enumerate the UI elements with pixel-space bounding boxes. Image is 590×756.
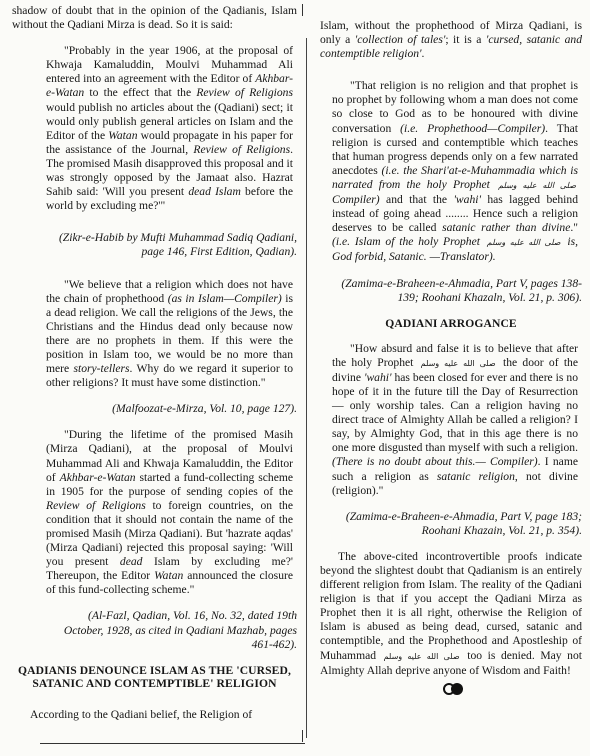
section-heading-denounce: QADIANIS DENOUNCE ISLAM AS THE 'CURSED, SATANIC AND CONTEMPTIBLE' RELIGION bbox=[18, 663, 291, 690]
citation-zikr-e-habib: (Zikr-e-Habib by Mufti Muhammad Sadiq Qadiani, page 146, First Edition, Qadian). bbox=[58, 231, 297, 259]
arabic-honorific: صلى الله عليه وسلم bbox=[420, 358, 496, 368]
column-divider-top bbox=[302, 4, 303, 16]
citation-zamima-183: (Zamima-e-Braheen-e-Ahmadia, Part V, page 183; Roohani Khazain, Vol. 21, p. 354). bbox=[345, 509, 582, 537]
arabic-honorific: صلى الله عليه وسلم bbox=[383, 651, 460, 661]
quote-al-fazl: "During the lifetime of the promised Masih (Mirza Qadiani), at the proposal of Moulvi Muhammad Ali and Khwaja Kamaluddin, the Editor of Akhbar-e-Watan started a fund-collecting scheme in 1905 for the purpose of sending copies of the Review of Religions to foreign countries, on the condition that it should not contain the name of the promised Masih (Mirza Qadiani). But 'hazrate aqdas' (Mirza Qadiani) rejected this proposal saying: 'Will you present dead Islam by excluding me?' Thereupon, the Editor Watan announced the closure of this fund-collecting scheme." bbox=[46, 428, 294, 597]
quote-zamima-183: "How absurd and false it is to believe that after the holy Prophet صلى الله عليه وسلم the door of the divine 'wahi' has been closed for ever and there is no hope of it in the future till the Day of Resurrection — only worship tales. Can a religion having no direct trace of Almighty Allah be called a religion? I say, by Almighty God, that in this age there is no one more disgusted than myself with such a religion. (There is no doubt about this.— Compiler). I name such a religion as satanic religion, not divine (religion)." bbox=[332, 341, 578, 497]
left-intro-paragraph: shadow of doubt that in the opinion of the Qadianis, Islam without the Qadiani Mirza is dead. So it is said: bbox=[12, 4, 297, 32]
citation-malfoozat: (Malfoozat-e-Mirza, Vol. 10, page 127). bbox=[112, 402, 297, 416]
citation-zamima-138: (Zamima-e-Braheen-e-Ahmadia, Part V, pages 138-139; Roohani Khazaln, Vol. 21, p. 306). bbox=[341, 276, 582, 304]
arabic-honorific: صلى الله عليه وسلم bbox=[498, 180, 576, 190]
arabic-honorific: صلى الله عليه وسلم bbox=[486, 238, 561, 248]
section-heading-arrogance: QADIANI ARROGANCE bbox=[385, 316, 517, 330]
citation-al-fazl: (Al-Fazl, Qadian, Vol. 16, No. 32, dated 19th October, 1928, as cited in Qadiani Mazhab, pages 461-462). bbox=[63, 609, 297, 651]
left-closing-line: According to the Qadiani belief, the Religion of bbox=[30, 707, 253, 721]
end-mark bbox=[320, 682, 582, 696]
right-column bbox=[320, 0, 582, 696]
right-intro-paragraph: Islam, without the prophethood of Mirza Qadiani, is only a 'collection of tales'; it is a 'cursed, satanic and contemptible religion'. bbox=[320, 19, 582, 61]
quote-malfoozat: "We believe that a religion which does not have the chain of prophethood (as in Islam—Compiler) is a dead religion. We call the religions of the Jews, the Christians and the Hindus dead only because now there are no prophets in them. If this were the position in Islam too, we would be no more than mere story-tellers. Why do we regard it superior to other religions? It must have some distinction." bbox=[46, 277, 294, 390]
conclusion-paragraph: The above-cited incontrovertible proofs indicate beyond the slightest doubt that Qadianism is an entirely different religion from Islam. The reality of the Qadiani religion is that if you accept the Qadiani Mirza as Prophet then it is all right, otherwise the Religion of Islam is abused as being dead, cursed, satanic and contemptible, and the Prophethood and Apostleship of Muhammad صلى الله عليه وسلم too is denied. May not Almighty Allah deprive anyone of Wisdom and Faith! bbox=[320, 549, 582, 677]
quote-zikr-e-habib: "Probably in the year 1906, at the proposal of Khwaja Kamaluddin, Moulvi Muhammad Ali entered into an agreement with the Editor of Akhbar-e-Watan to the effect that the Review of Religions would publish no articles about the (Qadiani) sect; it would only publish general articles on Islam and the Editor of the Watan would propagate in his paper for the assistance of the Journal, Review of Religions. The promised Masih disapproved this proposal and it was strongly opposed by the Jamaat also. Hazrat Sahib said: 'Will you present dead Islam before the world by excluding me?'" bbox=[46, 44, 293, 213]
left-column bbox=[12, 0, 297, 722]
quote-zamima-138: "That religion is no religion and that prophet is no prophet by following whom a man does not come so close to God as to be honoured with divine conversation (i.e. Prophethood—Compiler). That religion is cursed and contemptible which teaches that human progress depends only on a few narrated anecdotes (i.e. the Shari'at-e-Muhammadia which is narrated from the holy Prophet صلى الله عليه وسلم Compiler) and that the 'wahi' has lagged behind instead of going ahead ........ Hence such a religion deserves to be called satanic rather than divine." (i.e. Islam of the holy Prophet صلى الله عليه وسلم is, God forbid, Satanic. —Translator). bbox=[332, 79, 578, 264]
column-divider-bottom bbox=[302, 730, 303, 742]
end-ornament-icon bbox=[443, 682, 465, 696]
bottom-rule bbox=[40, 743, 305, 744]
column-divider bbox=[306, 38, 307, 738]
